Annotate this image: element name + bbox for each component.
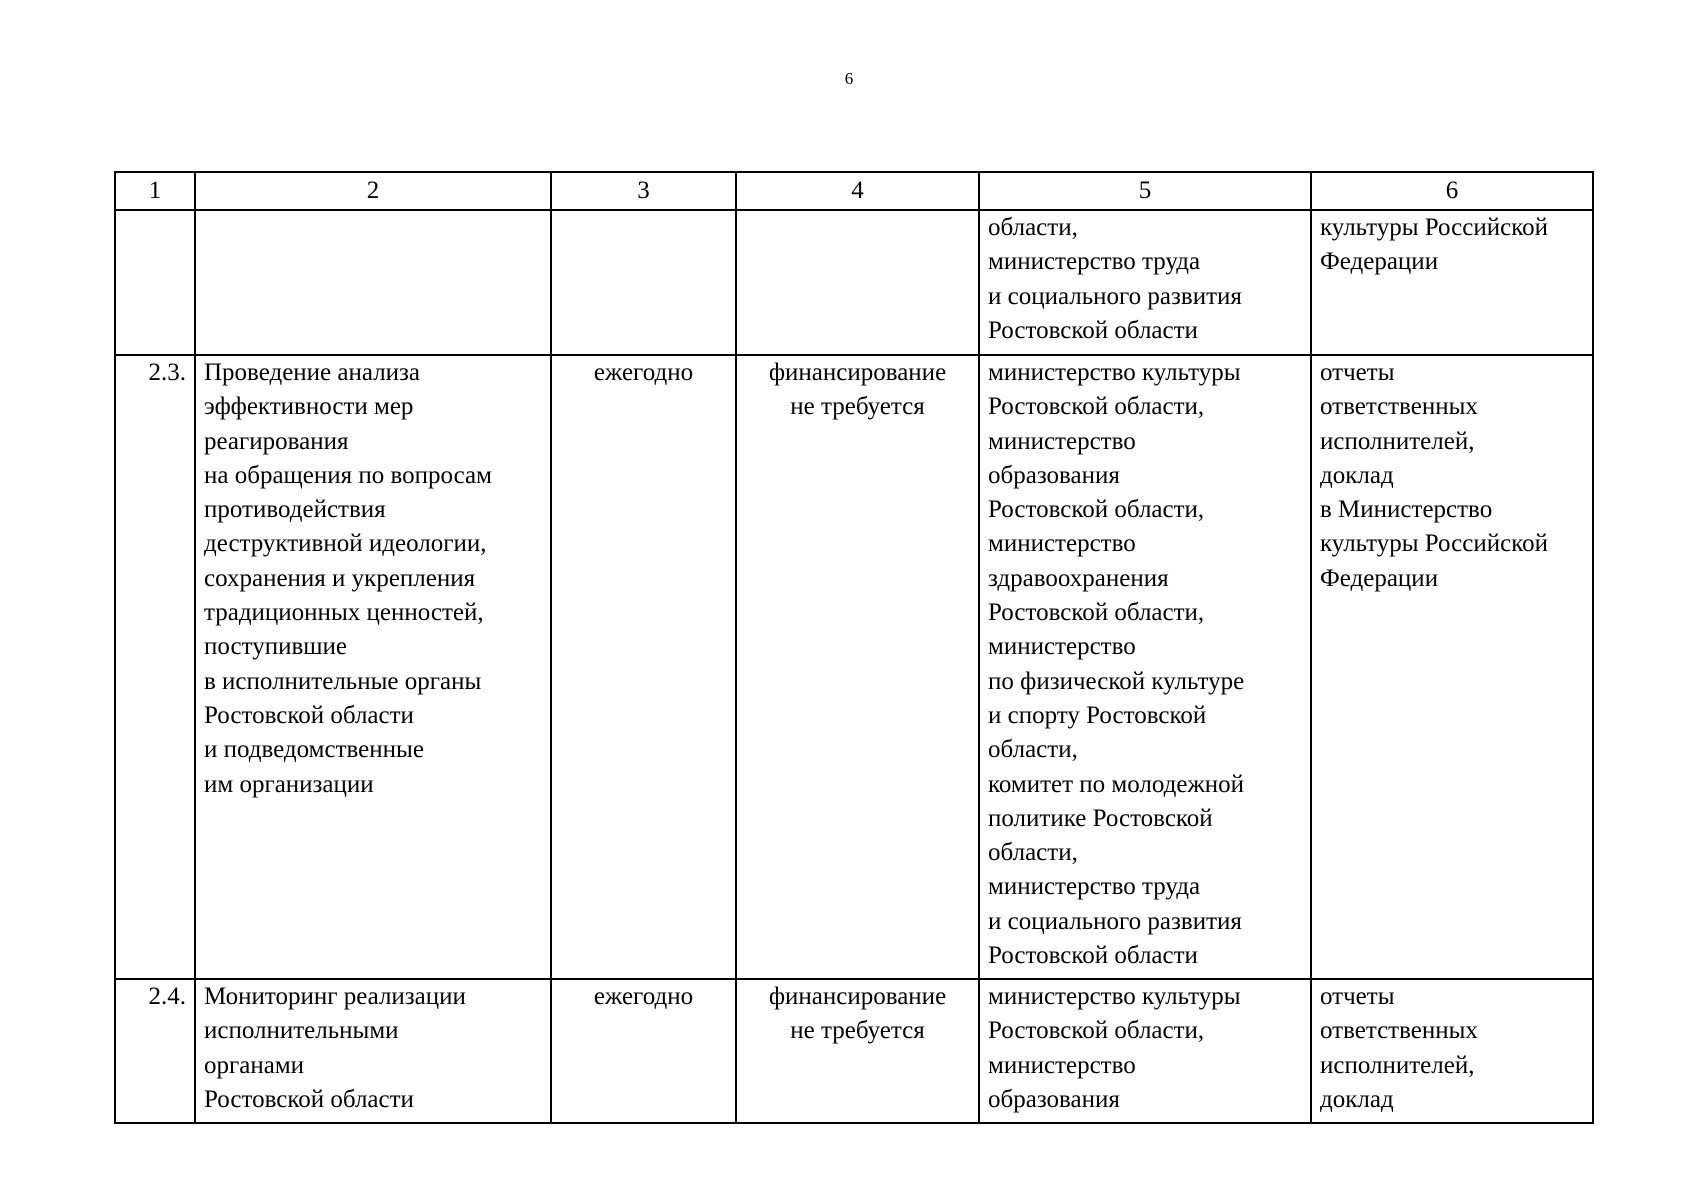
period-cell: ежегодно <box>551 355 736 979</box>
header-cell-3: 3 <box>551 172 736 210</box>
header-cell-2: 2 <box>195 172 551 210</box>
executors-cell: министерство культуры Ростовской области, министерство образования Ростовской области, министерство здравоохранения Ростовской области, министерство по физической культуре и спорту Ростовской области, комитет по молодежной политике Ростовской области, министерство труда и социального развития Ростовской области <box>979 355 1311 979</box>
financing-cell <box>736 210 979 355</box>
result-cell: отчеты ответственных исполнителей, доклад <box>1311 979 1593 1123</box>
table-row <box>115 210 1593 355</box>
table-row <box>115 979 1593 1123</box>
activity-cell <box>195 210 551 355</box>
activity-cell: Мониторинг реализации исполнительными органами Ростовской области <box>195 979 551 1123</box>
header-cell-4: 4 <box>736 172 979 210</box>
table-row <box>115 355 1593 979</box>
financing-cell: финансирование не требуется <box>736 979 979 1123</box>
header-cell-5: 5 <box>979 172 1311 210</box>
period-cell <box>551 210 736 355</box>
row-number <box>115 210 195 355</box>
activity-cell: Проведение анализа эффективности мер реагирования на обращения по вопросам противодействия деструктивной идеологии, сохранения и укрепления традиционных ценностей, поступившие в исполнительные органы Ростовской области и подведомственные им организации <box>195 355 551 979</box>
row-number: 2.4. <box>115 979 195 1123</box>
table-header-row <box>115 172 1593 210</box>
period-cell: ежегодно <box>551 979 736 1123</box>
header-cell-6: 6 <box>1311 172 1593 210</box>
page-number: 6 <box>844 69 854 88</box>
header-cell-1: 1 <box>115 172 195 210</box>
row-number: 2.3. <box>115 355 195 979</box>
result-cell: отчеты ответственных исполнителей, доклад в Министерство культуры Российской Федерации <box>1311 355 1593 979</box>
executors-cell: министерство культуры Ростовской области, министерство образования <box>979 979 1311 1123</box>
measures-table <box>114 171 1594 1124</box>
financing-cell: финансирование не требуется <box>736 355 979 979</box>
result-cell: культуры Российской Федерации <box>1311 210 1593 355</box>
executors-cell: области, министерство труда и социального развития Ростовской области <box>979 210 1311 355</box>
